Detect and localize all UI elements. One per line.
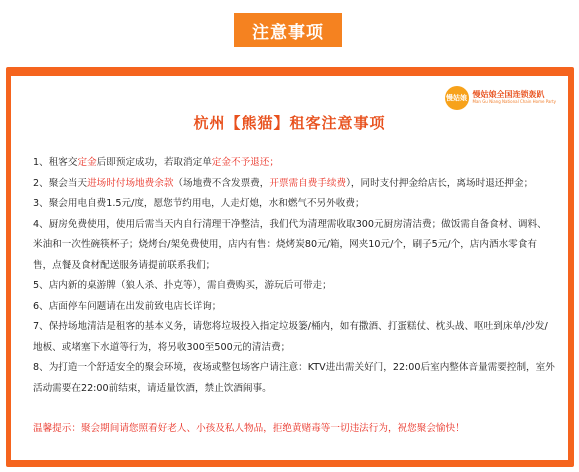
logo-text bbox=[473, 91, 557, 104]
logo-subtitle: Man Gu Niang National Chain Home Party bbox=[472, 99, 556, 105]
rules-list bbox=[33, 153, 556, 399]
rule-item bbox=[33, 215, 556, 277]
card-title: 杭州【熊猫】租客注意事项 bbox=[193, 114, 386, 132]
rule-item bbox=[33, 174, 556, 195]
rule-text: （场地费不含发票费， bbox=[173, 177, 270, 189]
rule-highlight: 定金 bbox=[77, 157, 97, 168]
rule-item bbox=[33, 194, 556, 215]
rule-text: 7、保持场地清洁是租客的基本义务，请您将垃圾投入指定垃圾篓/桶内，如有撒酒、打蛋糕仗、枕头战、呕吐到床单/沙发/地板、或堵塞下水道等行为，将另收300至500元的清洁费； bbox=[33, 321, 548, 353]
logo-name: 慢姑娘全国连锁轰趴 bbox=[472, 90, 545, 100]
rule-item bbox=[33, 297, 556, 318]
rule-highlight: 进场时付场地费余款 bbox=[87, 177, 174, 189]
logo-icon bbox=[445, 86, 469, 110]
rule-text: 1、租客交 bbox=[33, 157, 78, 168]
rule-item bbox=[33, 153, 556, 174]
brand-logo bbox=[445, 86, 557, 110]
warm-tip: 温馨提示：聚会期间请您照看好老人、小孩及私人物品，拒绝黄赌毒等一切违法行为，祝您聚会愉快！ bbox=[33, 423, 465, 434]
rule-highlight: 定金不予退还； bbox=[211, 157, 279, 168]
rule-text: 8、为打造一个舒适安全的聚会环境，夜场或整包场客户请注意：KTV进出需关好门，22:00后室内整体音量需要控制，室外活动需要在22:00前结束，请适量饮酒，禁止饮酒闹事。 bbox=[33, 362, 555, 394]
rule-text: 后即预定成功，若取消定单 bbox=[96, 157, 212, 168]
rule-text: 2、聚会当天 bbox=[33, 177, 88, 189]
rule-text: ），同时支付押金给店长，离场时退还押金； bbox=[346, 177, 534, 189]
page-header bbox=[234, 13, 342, 47]
rule-item bbox=[33, 317, 556, 358]
rule-text: 6、店面停车问题请在出发前致电店长详询； bbox=[33, 300, 222, 312]
rule-text: 4、厨房免费使用，使用后需当天内自行清理干净整洁，我们代为清理需收取300元厨房清洁费；做饭需自备食材、调料、米油和一次性碗筷杯子；烧烤台/架免费使用，店内有售：烧烤炭80元/箱，网夹10元/个，刷子5元/个，店内酒水零食有售，点餐及食材配送服务请提前联系我们； bbox=[33, 218, 547, 271]
notice-card bbox=[11, 76, 568, 460]
rule-item bbox=[33, 276, 556, 297]
logo-icon-text: 慢姑娘 bbox=[446, 94, 467, 102]
header-title: 注意事项 bbox=[252, 22, 324, 43]
rule-item bbox=[33, 358, 556, 399]
rule-text: 3、聚会用电自费1.5元/度，愿您节约用电，人走灯熄，水和燃气不另外收费； bbox=[33, 198, 365, 209]
rule-text: 5、店内新的桌游牌（狼人杀、扑克等），需自费购买，游玩后可带走； bbox=[33, 280, 332, 291]
rule-highlight: 开票需自费手续费 bbox=[269, 177, 347, 189]
